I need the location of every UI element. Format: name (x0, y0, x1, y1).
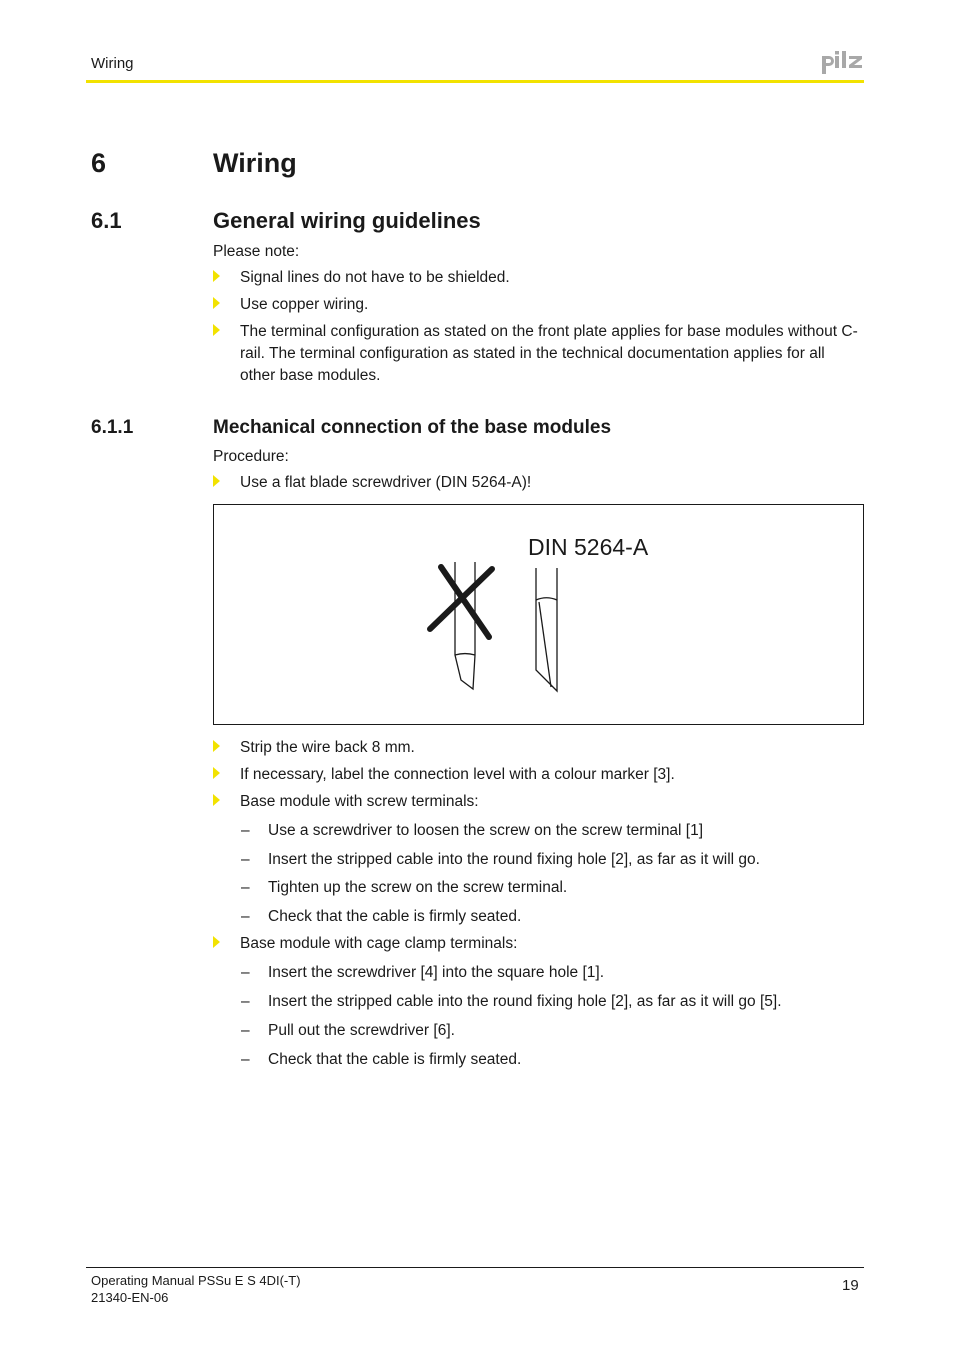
list-item: If necessary, label the connection level with a colour marker [3]. (213, 764, 863, 786)
dash-marker: – (241, 879, 250, 896)
dash-marker: – (241, 1051, 250, 1068)
bullet-arrow-icon (213, 936, 220, 948)
subsection-number: 6.1.1 (91, 417, 134, 438)
sub-list-item: – Pull out the screwdriver [6]. (241, 1020, 863, 1042)
list-item: Base module with screw terminals: (213, 791, 863, 813)
footer-doc-number: 21340-EN-06 (91, 1290, 169, 1305)
figure-label: DIN 5264-A (528, 534, 649, 560)
list-item: The terminal configuration as stated on the front plate applies for base modules without C-rail. The terminal configuration as stated in the technical documentation applies for all other base modules. (213, 321, 863, 387)
dash-marker: – (241, 1022, 250, 1039)
wrong-screwdriver-crossed-icon (430, 562, 492, 689)
section-title: General wiring guidelines (213, 208, 481, 233)
bullet-arrow-icon (213, 794, 220, 806)
bullet-arrow-icon (213, 324, 220, 336)
list-item: Use a flat blade screwdriver (DIN 5264-A)! (213, 472, 863, 494)
bullet-arrow-icon (213, 475, 220, 487)
note-intro: Please note: (213, 243, 300, 260)
dash-marker: – (241, 851, 250, 868)
bullet-arrow-icon (213, 740, 220, 752)
sub-list-item: – Tighten up the screw on the screw terminal. (241, 877, 863, 899)
footer-manual-title: Operating Manual PSSu E S 4DI(-T) (91, 1273, 301, 1288)
dash-marker: – (241, 908, 250, 925)
bullet-arrow-icon (213, 297, 220, 309)
header-rule (86, 80, 864, 83)
dash-marker: – (241, 822, 250, 839)
sub-list-item: – Insert the stripped cable into the round fixing hole [2], as far as it will go. (241, 849, 863, 871)
chapter-title: Wiring (213, 148, 297, 178)
page-number: 19 (842, 1277, 859, 1294)
bullet-arrow-icon (213, 270, 220, 282)
sub-list-item: – Use a screwdriver to loosen the screw on the screw terminal [1] (241, 820, 863, 842)
bullet-arrow-icon (213, 767, 220, 779)
pilz-logo (820, 50, 864, 76)
flat-blade-screwdriver-icon (536, 568, 557, 691)
list-item: Strip the wire back 8 mm. (213, 737, 863, 759)
dash-marker: – (241, 964, 250, 981)
procedure-intro: Procedure: (213, 448, 289, 465)
list-item: Base module with cage clamp terminals: (213, 933, 863, 955)
sub-list-item: – Check that the cable is firmly seated. (241, 1049, 863, 1071)
list-item: Use copper wiring. (213, 294, 863, 316)
chapter-number: 6 (91, 148, 107, 178)
sub-list-item: – Check that the cable is firmly seated. (241, 906, 863, 928)
running-header-section: Wiring (91, 55, 134, 72)
subsection-title: Mechanical connection of the base modules (213, 417, 612, 438)
footer-rule (86, 1267, 864, 1268)
section-number: 6.1 (91, 208, 122, 233)
sub-list-item: – Insert the stripped cable into the round fixing hole [2], as far as it will go [5]. (241, 991, 863, 1013)
list-item: Signal lines do not have to be shielded. (213, 267, 863, 289)
screwdriver-figure (213, 504, 864, 725)
sub-list-item: – Insert the screwdriver [4] into the square hole [1]. (241, 962, 863, 984)
dash-marker: – (241, 993, 250, 1010)
